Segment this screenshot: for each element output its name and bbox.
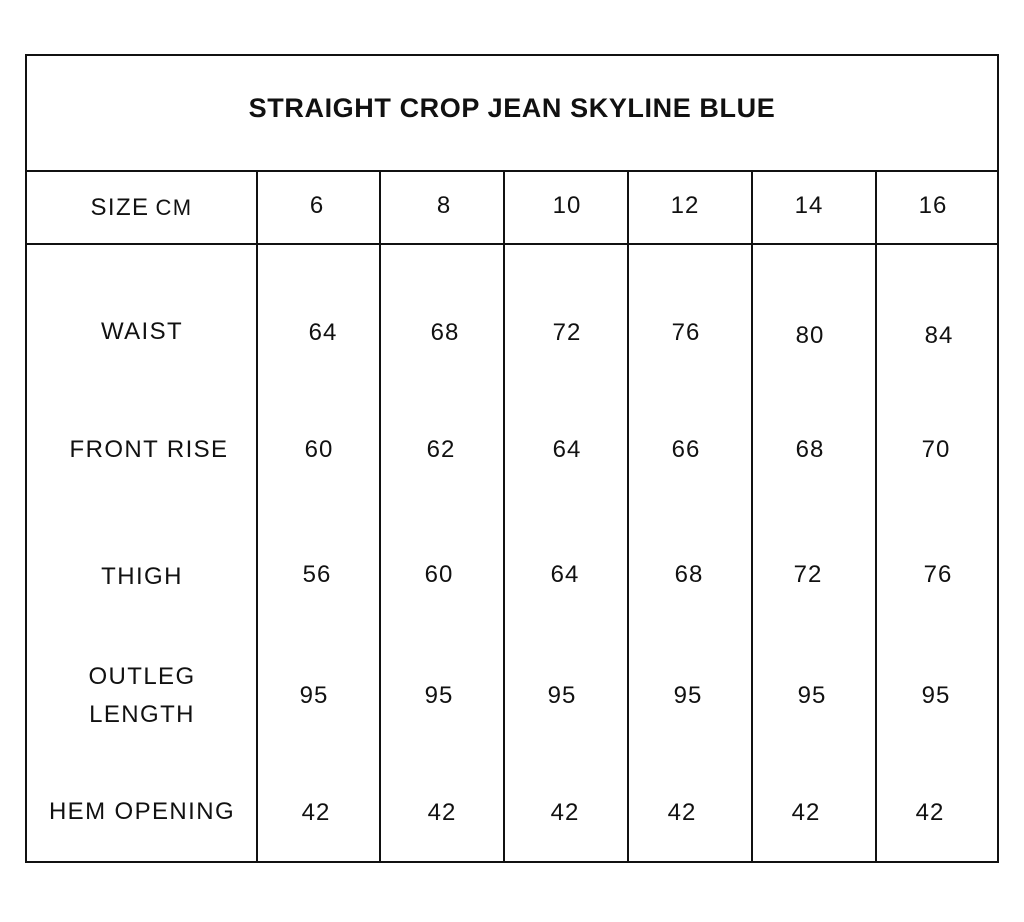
row-label-length: LENGTH [89,701,195,728]
value-cell: 64 [552,436,582,463]
value-cell: 80 [795,322,825,349]
column-divider [875,172,877,861]
size-header-12: 12 [670,192,700,219]
value-cell: 42 [427,799,457,826]
value-cell: 76 [671,319,701,346]
size-header-14: 14 [794,192,824,219]
size-header-label [27,189,256,227]
size-header-8: 8 [436,192,452,219]
value-cell: 66 [671,436,701,463]
column-divider [256,172,258,861]
value-cell: 72 [552,319,582,346]
value-cell: 70 [921,436,951,463]
unit-label: CM [155,195,193,220]
value-cell: 95 [424,682,454,709]
value-cell: 95 [797,682,827,709]
column-divider [627,172,629,861]
size-chart-table [25,54,999,863]
row-label-front-rise: FRONT RISE [69,436,229,463]
value-cell: 64 [550,561,580,588]
value-cell: 95 [921,682,951,709]
chart-title: STRAIGHT CROP JEAN SKYLINE BLUE [248,92,776,123]
size-label-text: SIZE [90,194,150,221]
value-cell: 64 [308,319,338,346]
value-cell: 72 [793,561,823,588]
value-cell: 62 [426,436,456,463]
value-cell: 42 [915,799,945,826]
title-row [27,56,997,172]
size-header-16: 16 [918,192,948,219]
value-cell: 60 [304,436,334,463]
value-cell: 42 [550,799,580,826]
value-cell: 56 [302,561,332,588]
column-divider [751,172,753,861]
value-cell: 68 [795,436,825,463]
value-cell: 95 [299,682,329,709]
column-divider [379,172,381,861]
column-divider [503,172,505,861]
value-cell: 60 [424,561,454,588]
row-label-thigh: THIGH [101,563,183,590]
value-cell: 95 [673,682,703,709]
row-label-hem-opening: HEM OPENING [48,798,236,825]
value-cell: 68 [430,319,460,346]
value-cell: 95 [547,682,577,709]
value-cell: 68 [674,561,704,588]
value-cell: 84 [924,322,954,349]
value-cell: 42 [791,799,821,826]
row-label-waist: WAIST [100,318,184,345]
size-header-6: 6 [309,192,325,219]
size-header-10: 10 [552,192,582,219]
value-cell: 42 [301,799,331,826]
value-cell: 76 [923,561,953,588]
row-label-outleg: OUTLEG [88,663,196,690]
value-cell: 42 [667,799,697,826]
